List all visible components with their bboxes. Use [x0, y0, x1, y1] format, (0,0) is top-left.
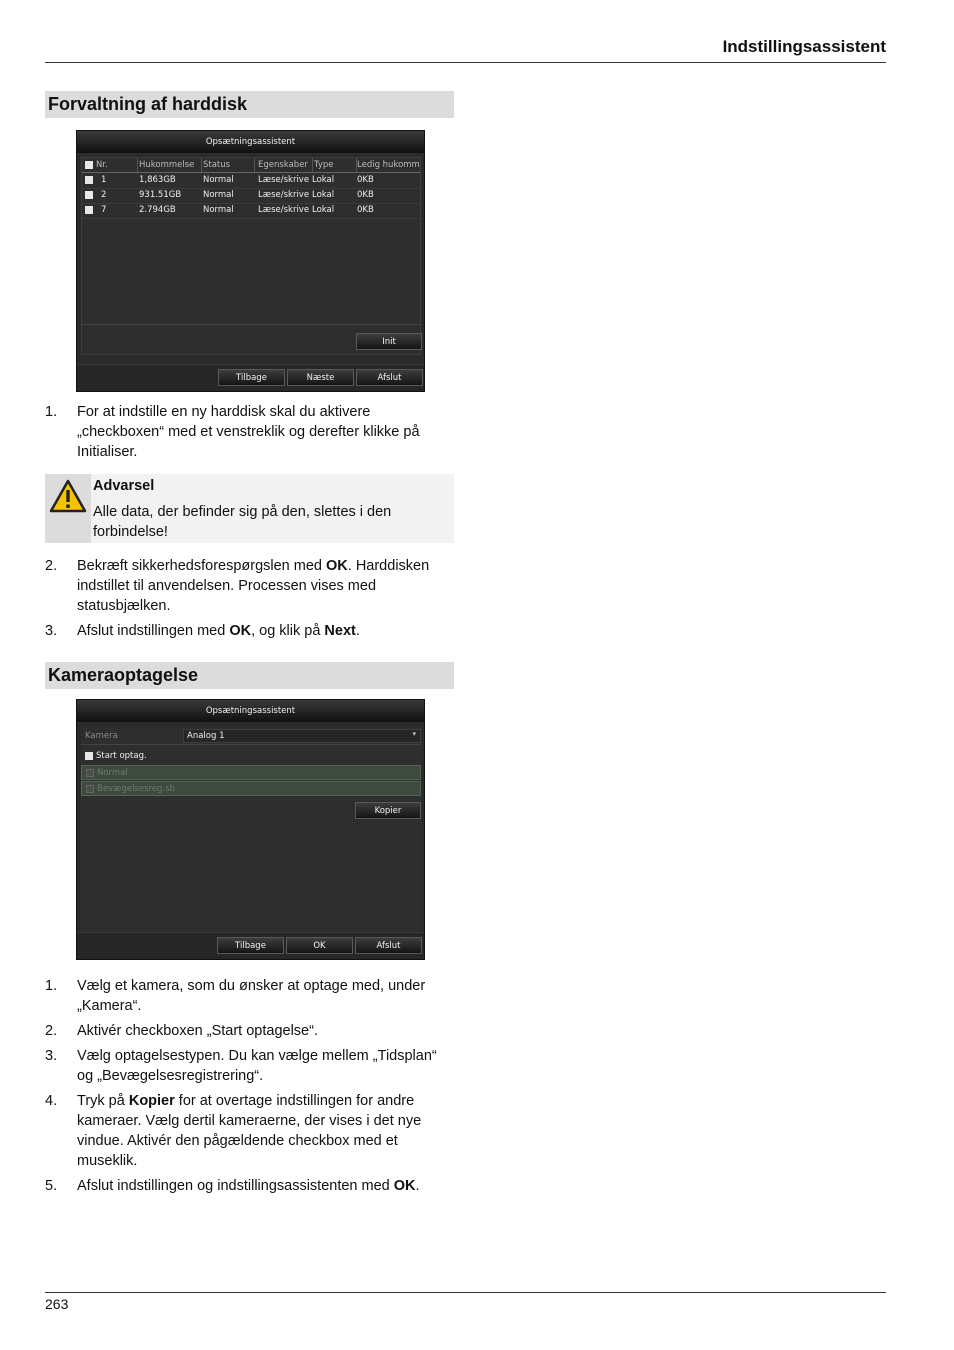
- motion-option[interactable]: Bevægelsesreg.sb: [81, 781, 421, 796]
- motion-radio[interactable]: [86, 785, 94, 793]
- table-row[interactable]: [82, 203, 420, 219]
- cell-free: 0KB: [357, 205, 374, 215]
- camera-select[interactable]: Analog 1 ▾: [183, 729, 421, 743]
- col-capacity: Hukommelse: [139, 158, 202, 172]
- warning-icon-box: [45, 474, 91, 543]
- finish-button[interactable]: Afslut: [355, 937, 422, 954]
- hdd-table-header: [82, 158, 420, 173]
- cell-status: Normal: [203, 190, 234, 200]
- col-free: Ledig hukomm: [357, 160, 420, 170]
- cell-free: 0KB: [357, 175, 374, 185]
- normal-option[interactable]: Normal: [81, 765, 421, 780]
- list-item: 2. Aktivér checkboxen „Start optagelse“.: [45, 1023, 318, 1039]
- start-record-row[interactable]: Start optag.: [81, 748, 421, 764]
- list-item: 4. Tryk på Kopier for at overtage indstillingen for andre kameraer. Vælg dertil kameraerne, der vises i det nye vindue. Aktivér den pågældende checkbox med et museklik.: [45, 1093, 422, 1169]
- list-item: 1. For at indstille en ny harddisk skal du aktivere „checkboxen“ med et venstreklik og derefter klikke på Initialiser.: [45, 404, 420, 460]
- cell-status: Normal: [203, 205, 234, 215]
- list-item: 3. Afslut indstillingen med OK, og klik på Next.: [45, 623, 360, 639]
- cell-capacity: 931.51GB: [139, 190, 182, 200]
- steps-list-3: [45, 976, 454, 1201]
- col-nr: Nr.: [85, 158, 138, 172]
- cell-nr: 2: [101, 190, 107, 200]
- cell-nr: 7: [101, 205, 107, 215]
- dvr-button-bar: [77, 932, 424, 959]
- col-status: Status: [203, 158, 255, 172]
- back-button[interactable]: Tilbage: [217, 937, 284, 954]
- cell-nr: 1: [101, 175, 107, 185]
- list-item: 3. Vælg optagelsestypen. Du kan vælge mellem „Tidsplan“ og „Bevægelsesregistrering“.: [45, 1048, 437, 1084]
- camera-panel: [81, 728, 421, 933]
- dvr-button-bar: [77, 364, 424, 391]
- cell-type: Lokal: [312, 175, 335, 185]
- steps-list-2: [45, 556, 454, 646]
- dvr-title: Opsætningsassistent: [77, 131, 424, 153]
- finish-button[interactable]: Afslut: [356, 369, 423, 386]
- back-button[interactable]: Tilbage: [218, 369, 285, 386]
- dvr-title: Opsætningsassistent: [77, 700, 424, 722]
- steps-list-1: [45, 402, 454, 467]
- hdd-table: [81, 157, 421, 355]
- warning-text: Alle data, der befinder sig på den, slettes i den forbindelse!: [93, 504, 392, 540]
- camera-label: Kamera: [85, 731, 118, 741]
- init-button[interactable]: Init: [356, 333, 422, 350]
- warning-box: [45, 474, 454, 543]
- page-header-title: Indstillingsassistent: [722, 37, 886, 56]
- cell-property: Læse/skrive: [258, 205, 310, 215]
- cell-status: Normal: [203, 175, 234, 185]
- cell-type: Lokal: [312, 205, 335, 215]
- cell-property: Læse/skrive: [258, 190, 310, 200]
- cell-capacity: 1,863GB: [139, 175, 176, 185]
- warning-title: Advarsel: [93, 478, 155, 494]
- table-divider: [82, 324, 420, 325]
- ok-button[interactable]: OK: [286, 937, 353, 954]
- header-divider: [45, 62, 886, 63]
- table-row[interactable]: [82, 173, 420, 189]
- list-item: 1. Vælg et kamera, som du ønsker at optage med, under „Kamera“.: [45, 978, 426, 1014]
- select-all-checkbox[interactable]: [85, 161, 93, 169]
- row-checkbox[interactable]: [85, 176, 93, 184]
- next-button[interactable]: Næste: [287, 369, 354, 386]
- row-checkbox[interactable]: [85, 191, 93, 199]
- section-heading-camera: Kameraoptagelse: [45, 662, 454, 689]
- hdd-screenshot: [76, 130, 425, 392]
- cell-type: Lokal: [312, 190, 335, 200]
- camera-screenshot: [76, 699, 425, 960]
- warning-triangle-icon: [48, 478, 88, 516]
- list-item: 2. Bekræft sikkerhedsforespørgslen med OK. Harddisken indstillet til anvendelsen. Processen vises med statusbjælken.: [45, 558, 430, 614]
- camera-row: [81, 728, 421, 745]
- normal-radio[interactable]: [86, 769, 94, 777]
- section-heading-harddisk: Forvaltning af harddisk: [45, 91, 454, 118]
- page-number: 263: [45, 1296, 69, 1312]
- chevron-down-icon: ▾: [412, 730, 416, 738]
- list-item: 5. Afslut indstillingen og indstillingsassistenten med OK.: [45, 1178, 420, 1194]
- cell-capacity: 2.794GB: [139, 205, 176, 215]
- cell-property: Læse/skrive: [258, 175, 310, 185]
- start-record-checkbox[interactable]: [85, 752, 93, 760]
- footer-divider: [45, 1292, 886, 1293]
- col-type: Type: [314, 158, 357, 172]
- col-property: Egenskaber: [258, 158, 313, 172]
- cell-free: 0KB: [357, 190, 374, 200]
- row-checkbox[interactable]: [85, 206, 93, 214]
- copy-button[interactable]: Kopier: [355, 802, 421, 819]
- table-row[interactable]: [82, 188, 420, 204]
